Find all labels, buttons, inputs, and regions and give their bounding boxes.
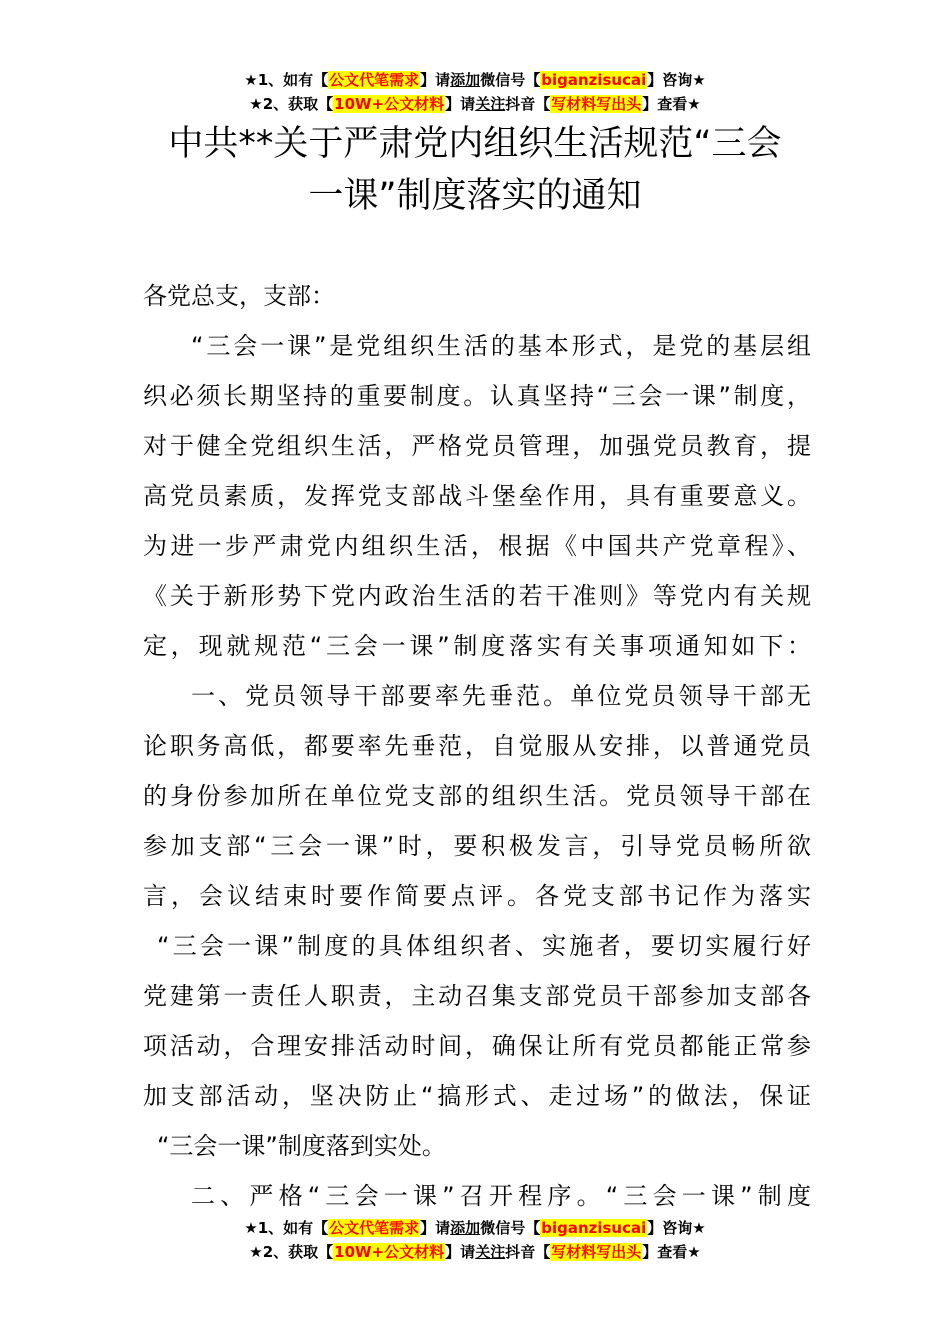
- highlight-text: 10W+公文材料: [334, 95, 445, 113]
- banner-text: 】请: [420, 1219, 451, 1237]
- banner-text: 】请: [420, 71, 451, 89]
- paragraph-line: 一、党员领导干部要率先垂范。单位党员领导干部无: [191, 682, 811, 710]
- paragraph-line: “三会一课”制度落到实处。: [157, 1132, 446, 1160]
- douyin-id: 写材料写出头: [551, 1243, 642, 1261]
- paragraph-line: 对于健全党组织生活，严格党员管理，加强党员教育，提: [143, 432, 811, 460]
- top-banner: [0, 68, 950, 116]
- wechat-id: biganzisucai: [541, 1219, 647, 1237]
- star-icon: ★: [692, 1219, 706, 1237]
- paragraph-line: 项活动，合理安排活动时间，确保让所有党员都能正常参: [143, 1032, 811, 1060]
- banner-text: 抖音【: [505, 1243, 551, 1261]
- star-icon: ★: [687, 95, 701, 113]
- banner-text: 1、如有【: [257, 1219, 329, 1237]
- title-line-1: 中共**关于严肃党内组织生活规范“三会: [168, 124, 782, 164]
- banner-text: 】咨询: [647, 1219, 693, 1237]
- banner-line-2: [0, 92, 950, 116]
- paragraph-line: “三会一课”是党组织生活的基本形式，是党的基层组: [191, 332, 811, 360]
- paragraph-line: 高党员素质，发挥党支部战斗堡垒作用，具有重要意义。: [143, 482, 811, 510]
- document-body: [143, 271, 811, 1221]
- paragraph-line: 党建第一责任人职责，主动召集支部党员干部参加支部各: [143, 982, 811, 1010]
- paragraph-line: 二、严格“三会一课”召开程序。“三会一课”制度: [191, 1182, 811, 1210]
- star-icon: ★: [692, 71, 706, 89]
- highlight-text: 公文代笔需求: [329, 1219, 420, 1237]
- banner-text: 2、获取【: [262, 95, 334, 113]
- banner-text: 】查看: [642, 1243, 688, 1261]
- paragraph-line: 加支部活动，坚决防止“搞形式、走过场”的做法，保证: [143, 1082, 811, 1110]
- star-icon: ★: [244, 71, 258, 89]
- banner-text: 】查看: [642, 95, 688, 113]
- paragraph-line: 的身份参加所在单位党支部的组织生活。党员领导干部在: [143, 782, 811, 810]
- star-icon: ★: [687, 1243, 701, 1261]
- banner-text: 】咨询: [647, 71, 693, 89]
- star-icon: ★: [244, 1219, 258, 1237]
- banner-line-1: [0, 68, 950, 92]
- highlight-text: 10W+公文材料: [334, 1243, 445, 1261]
- paragraph-line: 为进一步严肃党内组织生活，根据《中国共产党章程》、: [143, 532, 811, 560]
- paragraph-line: 织必须长期坚持的重要制度。认真坚持“三会一课”制度，: [143, 382, 811, 410]
- banner-text: 微信号【: [480, 1219, 541, 1237]
- douyin-id: 写材料写出头: [551, 95, 642, 113]
- banner-text: 抖音【: [505, 95, 551, 113]
- paragraph-line: 参加支部“三会一课”时，要积极发言，引导党员畅所欲: [143, 832, 811, 860]
- banner-text: 】请: [445, 1243, 476, 1261]
- highlight-text: 公文代笔需求: [329, 71, 420, 89]
- bottom-banner: [0, 1216, 950, 1264]
- paragraph-line: 《关于新形势下党内政治生活的若干准则》等党内有关规: [143, 582, 811, 610]
- paragraph-line: 言，会议结束时要作简要点评。各党支部书记作为落实: [143, 882, 811, 910]
- title-line-2: 一课”制度落实的通知: [308, 176, 642, 216]
- star-icon: ★: [249, 1243, 263, 1261]
- paragraph-line: 论职务高低，都要率先垂范，自觉服从安排，以普通党员: [143, 732, 811, 760]
- banner-text: 微信号【: [480, 71, 541, 89]
- wechat-id: biganzisucai: [541, 71, 647, 89]
- banner-line-1: [0, 1216, 950, 1240]
- banner-line-2: [0, 1240, 950, 1264]
- banner-text: 】请: [445, 95, 476, 113]
- star-icon: ★: [249, 95, 263, 113]
- banner-text: 1、如有【: [257, 71, 329, 89]
- banner-text: 2、获取【: [262, 1243, 334, 1261]
- underlined-text: 添加: [450, 71, 481, 89]
- salutation: 各党总支，支部：: [143, 282, 335, 310]
- underlined-text: 关注: [475, 1243, 506, 1261]
- paragraph-line: “三会一课”制度的具体组织者、实施者，要切实履行好: [157, 932, 811, 960]
- document-title: [0, 118, 950, 222]
- paragraph-line: 定，现就规范“三会一课”制度落实有关事项通知如下：: [143, 632, 811, 660]
- underlined-text: 关注: [475, 95, 506, 113]
- underlined-text: 添加: [450, 1219, 481, 1237]
